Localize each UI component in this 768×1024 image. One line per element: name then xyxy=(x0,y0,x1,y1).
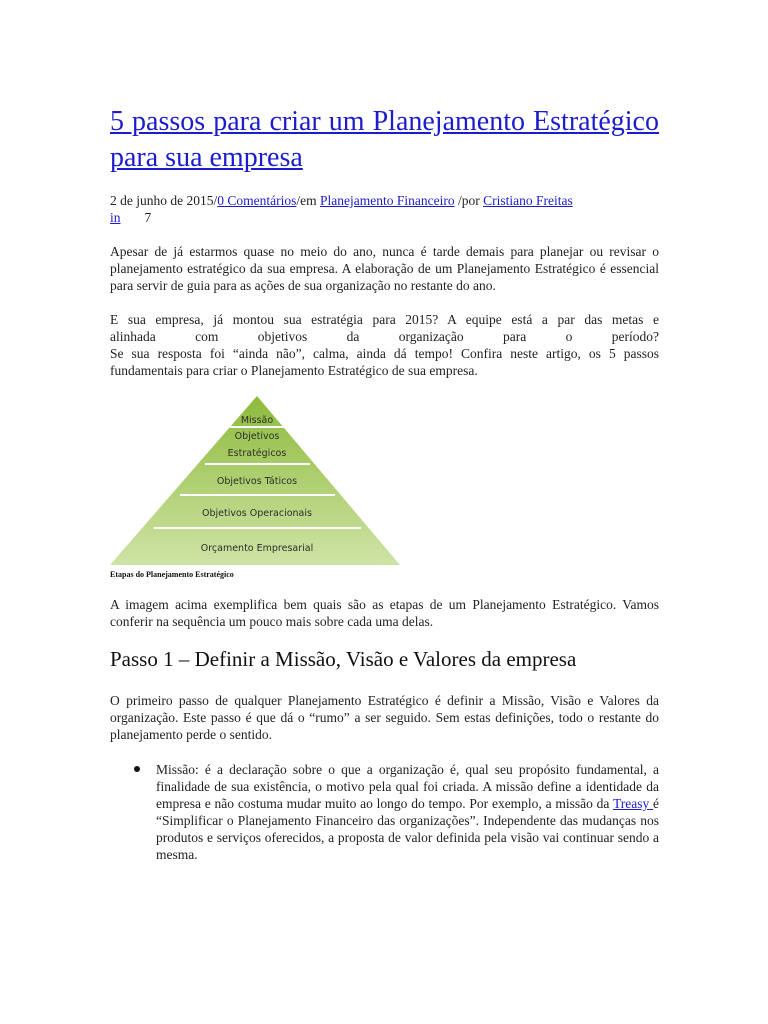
article-title-link[interactable]: 5 passos para criar um Planejamento Estratégico para sua empresa xyxy=(110,106,659,173)
post-date: 2 de junho de 2015/ xyxy=(110,193,218,208)
mission-text-after: é “Simplificar o Planejamento Financeiro das organizações”. Independente das mudanças nos produtos e serviços oferecidos, a proposta de valor definida pela visão vai continuar sendo a mesma. xyxy=(156,796,659,862)
bullet-icon xyxy=(134,766,140,772)
meta-por: /por xyxy=(454,193,484,208)
article-meta xyxy=(110,192,659,226)
linkedin-link[interactable]: in xyxy=(110,210,121,225)
author-link[interactable]: Cristiano Freitas xyxy=(483,193,573,208)
share-count: 7 xyxy=(144,210,152,225)
question-rest: Se sua resposta foi “ainda não”, calma, ainda dá tempo! Confira neste artigo, os 5 passos fundamentais para criar o Planejamento Estratégico de sua empresa. xyxy=(110,346,659,378)
step-1-heading: Passo 1 – Definir a Missão, Visão e Valores da empresa xyxy=(110,647,577,671)
pyramid-level-operational: Objetivos Operacionais xyxy=(202,508,312,519)
comments-link[interactable]: 0 Comentários xyxy=(217,193,297,208)
list-item xyxy=(156,761,659,863)
pyramid-level-mission: Missão xyxy=(240,415,274,426)
treasy-link[interactable]: Treasy xyxy=(612,796,653,811)
step-1-list xyxy=(110,761,659,863)
article xyxy=(110,104,659,863)
intro-paragraph: Apesar de já estarmos quase no meio do ano, nunca é tarde demais para planejar ou revisar o planejamento estratégico da sua empresa. A elaboração de um Planejamento Estratégico é essencial para servir de guia para as ações de sua organização no restante do ano. xyxy=(110,244,659,293)
figure-caption: Etapas do Planejamento Estratégico xyxy=(110,570,234,579)
pyramid-diagram xyxy=(110,394,410,569)
pyramid-level-objectives: Objetivos xyxy=(234,431,280,442)
pyramid-figure xyxy=(110,394,410,569)
figure-explanation: A imagem acima exemplifica bem quais são as etapas de um Planejamento Estratégico. Vamos conferir na sequência um pouco mais sobre cada uma delas. xyxy=(110,597,659,629)
article-title xyxy=(110,104,659,176)
pyramid-level-strategic: Estratégicos xyxy=(227,448,287,459)
pyramid-level-tactical: Objetivos Táticos xyxy=(216,476,298,487)
question-line-2: alinhada com objetivos da organização para o período? xyxy=(110,329,659,344)
question-paragraph xyxy=(110,311,659,379)
step-1-paragraph: O primeiro passo de qualquer Planejamento Estratégico é definir a Missão, Visão e Valores da organização. Este passo é que dá o “rumo” a ser seguido. Sem estas definições, todo o restante do planejamento perde o sentido. xyxy=(110,693,659,742)
pyramid-level-budget: Orçamento Empresarial xyxy=(200,543,314,554)
question-line-1: E sua empresa, já montou sua estratégia para 2015? A equipe está a par das metas e xyxy=(110,312,659,327)
category-link[interactable]: Planejamento Financeiro xyxy=(320,193,455,208)
meta-em: /em xyxy=(296,193,320,208)
mission-text-before: Missão: é a declaração sobre o que a organização é, qual seu propósito fundamental, a finalidade de sua existência, o motivo pela qual foi criada. A missão define a identidade da empresa e não costuma mudar muito ao longo do tempo. Por exemplo, a missão da xyxy=(156,762,659,811)
